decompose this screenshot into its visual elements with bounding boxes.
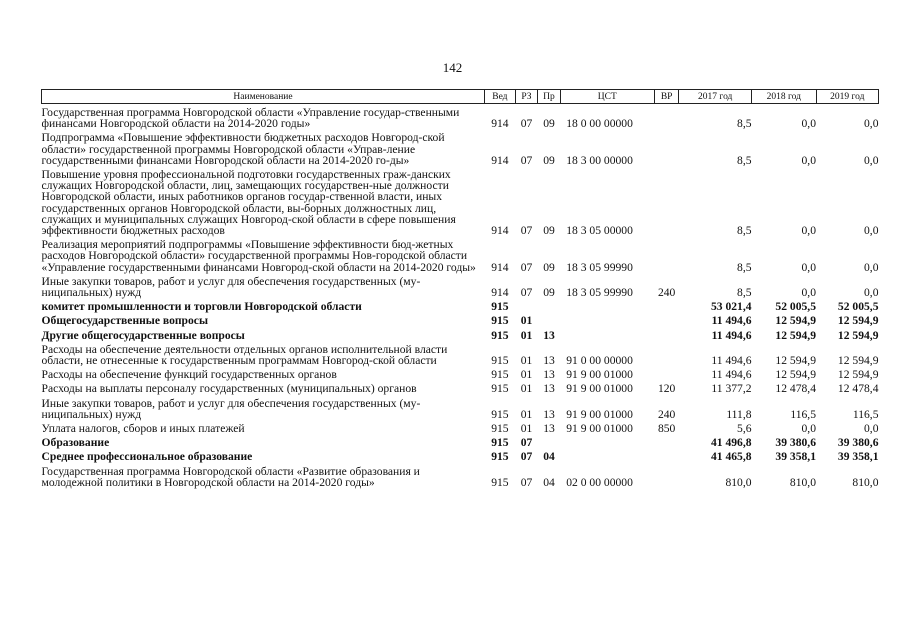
row-2018: 0,0 (801, 286, 816, 300)
row-2019: 12 594,9 (837, 328, 879, 342)
row-ved: 915 (491, 368, 509, 382)
table-row (42, 129, 879, 166)
row-2017: 11 494,6 (711, 368, 752, 382)
row-rz: 07 (520, 117, 533, 131)
row-2019: 0,0 (864, 153, 879, 167)
table-row (42, 448, 879, 462)
row-cst: 18 3 00 00000 (566, 153, 633, 167)
row-pr: 09 (543, 153, 555, 167)
row-vr (654, 448, 679, 462)
row-2017: 41 465,8 (710, 450, 752, 464)
table-row (42, 366, 879, 380)
table-header-row (42, 90, 879, 104)
row-2018: 12 594,9 (775, 368, 816, 382)
row-2018: 0,0 (801, 260, 816, 274)
row-ved: 915 (491, 475, 509, 489)
row-2017: 11 494,6 (711, 328, 752, 342)
table-row (42, 420, 879, 434)
row-pr: 13 (543, 407, 555, 421)
table-row (42, 434, 879, 448)
row-2019: 116,5 (852, 407, 879, 421)
row-ved: 915 (491, 436, 509, 450)
row-rz: 07 (520, 286, 533, 300)
row-pr: 13 (543, 368, 555, 382)
header-rz: РЗ (515, 90, 538, 104)
row-pr (538, 312, 561, 326)
row-cst (560, 448, 654, 462)
row-name: Образование (41, 436, 110, 450)
row-2018: 12 478,4 (775, 382, 816, 396)
row-pr: 09 (543, 224, 555, 238)
row-cst: 18 3 05 99990 (566, 260, 633, 274)
row-2019: 0,0 (864, 260, 879, 274)
row-rz: 01 (520, 354, 533, 368)
row-name: Реализация мероприятий подпрограммы «Повышение эффективности бюд-жетных расходов Новгородской области» государственной программы Нов-городской области «Управление государственными финансами Новгород-ской области на 2014-2020 годы» (41, 238, 476, 274)
row-vr (654, 341, 679, 366)
row-rz: 01 (520, 407, 533, 421)
row-ved: 914 (491, 224, 509, 238)
header-vr: ВР (654, 90, 679, 104)
row-pr: 09 (543, 286, 555, 300)
row-pr: 13 (543, 422, 555, 436)
row-rz: 07 (520, 224, 533, 238)
row-2017: 11 494,6 (711, 354, 752, 368)
row-pr: 04 (543, 475, 555, 489)
row-2017: 53 021,4 (710, 300, 752, 314)
row-name: Подпрограмма «Повышение эффективности бюджетных расходов Новгород-ской области» государственной программы Новгородской области «Управ-ление государственными финансами Новгородской области на 2014-2020 го-ды» (41, 131, 445, 167)
row-2019: 12 478,4 (837, 382, 879, 396)
row-vr (654, 166, 679, 236)
row-pr: 09 (543, 260, 555, 274)
row-2019: 0,0 (864, 422, 879, 436)
row-ved: 915 (491, 450, 509, 464)
row-2019: 12 594,9 (837, 368, 879, 382)
row-2018: 12 594,9 (775, 328, 816, 342)
table-row (42, 166, 879, 236)
row-cst: 91 9 00 01000 (566, 368, 633, 382)
row-2017: 810,0 (725, 475, 752, 489)
row-2017: 111,8 (726, 407, 752, 421)
row-2018: 39 358,1 (775, 450, 816, 464)
row-vr (654, 463, 679, 488)
row-cst (560, 327, 654, 341)
header-2018: 2018 год (752, 90, 816, 104)
row-2017: 8,5 (737, 286, 752, 300)
row-cst: 18 3 05 00000 (566, 224, 633, 238)
table-row (42, 395, 879, 420)
header-cst: ЦСТ (560, 90, 654, 104)
row-vr (654, 298, 679, 312)
row-name: Уплата налогов, сборов и иных платежей (41, 422, 245, 436)
row-name: Другие общегосударственные вопросы (41, 328, 245, 342)
table-row (42, 273, 879, 298)
budget-table (41, 89, 879, 488)
row-cst: 18 0 00 00000 (566, 117, 633, 131)
row-2017: 11 377,2 (711, 382, 752, 396)
row-pr: 13 (543, 354, 555, 368)
row-ved: 915 (491, 300, 509, 314)
row-2018: 0,0 (801, 224, 816, 238)
row-ved: 915 (491, 328, 509, 342)
row-2017: 41 496,8 (710, 436, 752, 450)
row-2018: 12 594,9 (775, 314, 816, 328)
row-cst (560, 434, 654, 448)
row-2019: 39 380,6 (837, 436, 879, 450)
row-vr: 120 (657, 382, 676, 396)
row-name: Государственная программа Новгородской области «Управление государ-ственными финансами Новгородской области на 2014-2020 годы» (41, 106, 460, 131)
row-rz: 07 (520, 475, 533, 489)
row-vr (654, 312, 679, 326)
row-2017: 8,5 (737, 153, 752, 167)
row-2019: 39 358,1 (837, 450, 879, 464)
table-row (42, 298, 879, 312)
row-cst: 91 9 00 01000 (566, 422, 633, 436)
table-row (42, 236, 879, 273)
row-name: Иные закупки товаров, работ и услуг для обеспечения государственных (му-ниципальных) нужд (41, 396, 421, 421)
row-pr (538, 298, 561, 312)
row-vr (654, 366, 679, 380)
page-number: 142 (442, 60, 463, 75)
row-vr (654, 129, 679, 166)
row-rz: 07 (520, 260, 533, 274)
row-cst: 91 0 00 00000 (566, 354, 633, 368)
table-body (42, 104, 879, 489)
row-name: Расходы на обеспечение функций государственных органов (41, 368, 337, 382)
table-row (42, 327, 879, 341)
row-2017: 11 494,6 (711, 314, 752, 328)
row-ved: 915 (491, 354, 509, 368)
row-2018: 52 005,5 (775, 300, 816, 314)
row-name: Повышение уровня профессиональной подготовки государственных граж-данских служащих Новгородской области, лиц, замещающих государствен-ные должности Новгородской области, иных работников органов государ-ственной власти, иных государственных органов Новгородской области, вы-борных должностных лиц, служащих и муниципальных служащих Новгород-ской области в сфере повышения эффективности бюджетных расходов (41, 168, 456, 238)
row-rz: 01 (520, 328, 533, 342)
row-name: Расходы на выплаты персоналу государственных (муниципальных) органов (41, 382, 417, 396)
header-pr: Пр (538, 90, 561, 104)
row-pr: 04 (543, 450, 555, 464)
row-pr: 13 (543, 382, 555, 396)
row-2019: 12 594,9 (837, 354, 879, 368)
header-ved: Вед (485, 90, 516, 104)
row-rz (515, 298, 538, 312)
row-2019: 0,0 (864, 117, 879, 131)
row-ved: 915 (491, 314, 509, 328)
header-2019: 2019 год (816, 90, 879, 104)
row-name: Общегосударственные вопросы (41, 314, 208, 328)
row-ved: 914 (491, 153, 509, 167)
row-2017: 5,6 (737, 422, 752, 436)
header-name: Наименование (42, 90, 485, 104)
row-2018: 0,0 (801, 117, 816, 131)
table-row (42, 463, 879, 488)
row-2019: 52 005,5 (837, 300, 879, 314)
row-rz: 01 (520, 314, 533, 328)
row-cst: 91 9 00 01000 (566, 407, 633, 421)
row-cst (560, 312, 654, 326)
table-row (42, 104, 879, 130)
table-row (42, 380, 879, 394)
row-2017: 8,5 (737, 224, 752, 238)
row-vr: 240 (657, 286, 676, 300)
row-rz: 01 (520, 368, 533, 382)
row-rz: 01 (520, 382, 533, 396)
row-name: Расходы на обеспечение деятельности отдельных органов исполнительной власти области, не отнесенные к государственным программам Новгород-ской области (41, 342, 448, 368)
row-2018: 0,0 (801, 422, 816, 436)
row-2018: 39 380,6 (775, 436, 816, 450)
row-2019: 810,0 (852, 475, 879, 489)
row-vr: 240 (657, 407, 676, 421)
row-ved: 915 (491, 382, 509, 396)
row-name: Среднее профессиональное образование (41, 450, 253, 464)
row-name: комитет промышленности и торговли Новгородской области (41, 300, 362, 314)
row-ved: 914 (491, 117, 509, 131)
row-pr (538, 434, 561, 448)
row-cst: 91 9 00 01000 (566, 382, 633, 396)
row-rz: 07 (520, 436, 533, 450)
row-rz: 01 (520, 422, 533, 436)
row-rz: 07 (520, 153, 533, 167)
row-name: Государственная программа Новгородской области «Развитие образования и молодежной политики в Новгородской области на 2014-2020 годы» (41, 464, 420, 489)
row-pr: 09 (543, 117, 555, 131)
row-vr: 850 (657, 422, 676, 436)
row-vr (654, 236, 679, 273)
table-row (42, 312, 879, 326)
row-2019: 0,0 (864, 286, 879, 300)
row-2018: 116,5 (790, 407, 816, 421)
row-cst: 18 3 05 99990 (566, 286, 633, 300)
row-2019: 0,0 (864, 224, 879, 238)
row-2018: 0,0 (801, 153, 816, 167)
row-ved: 915 (491, 407, 509, 421)
row-ved: 914 (491, 286, 509, 300)
table-row (42, 341, 879, 366)
row-name: Иные закупки товаров, работ и услуг для обеспечения государственных (му-ниципальных) нужд (41, 274, 421, 300)
row-2018: 810,0 (789, 475, 816, 489)
row-2017: 8,5 (737, 117, 752, 131)
row-ved: 915 (491, 422, 509, 436)
row-2019: 12 594,9 (837, 314, 879, 328)
row-vr (654, 327, 679, 341)
row-ved: 914 (491, 260, 509, 274)
row-vr (654, 434, 679, 448)
row-cst (560, 298, 654, 312)
header-2017: 2017 год (679, 90, 752, 104)
row-vr (654, 104, 679, 130)
row-rz: 07 (520, 450, 533, 464)
row-2018: 12 594,9 (775, 354, 816, 368)
row-2017: 8,5 (737, 260, 752, 274)
row-pr: 13 (543, 328, 555, 342)
row-cst: 02 0 00 00000 (566, 475, 633, 489)
